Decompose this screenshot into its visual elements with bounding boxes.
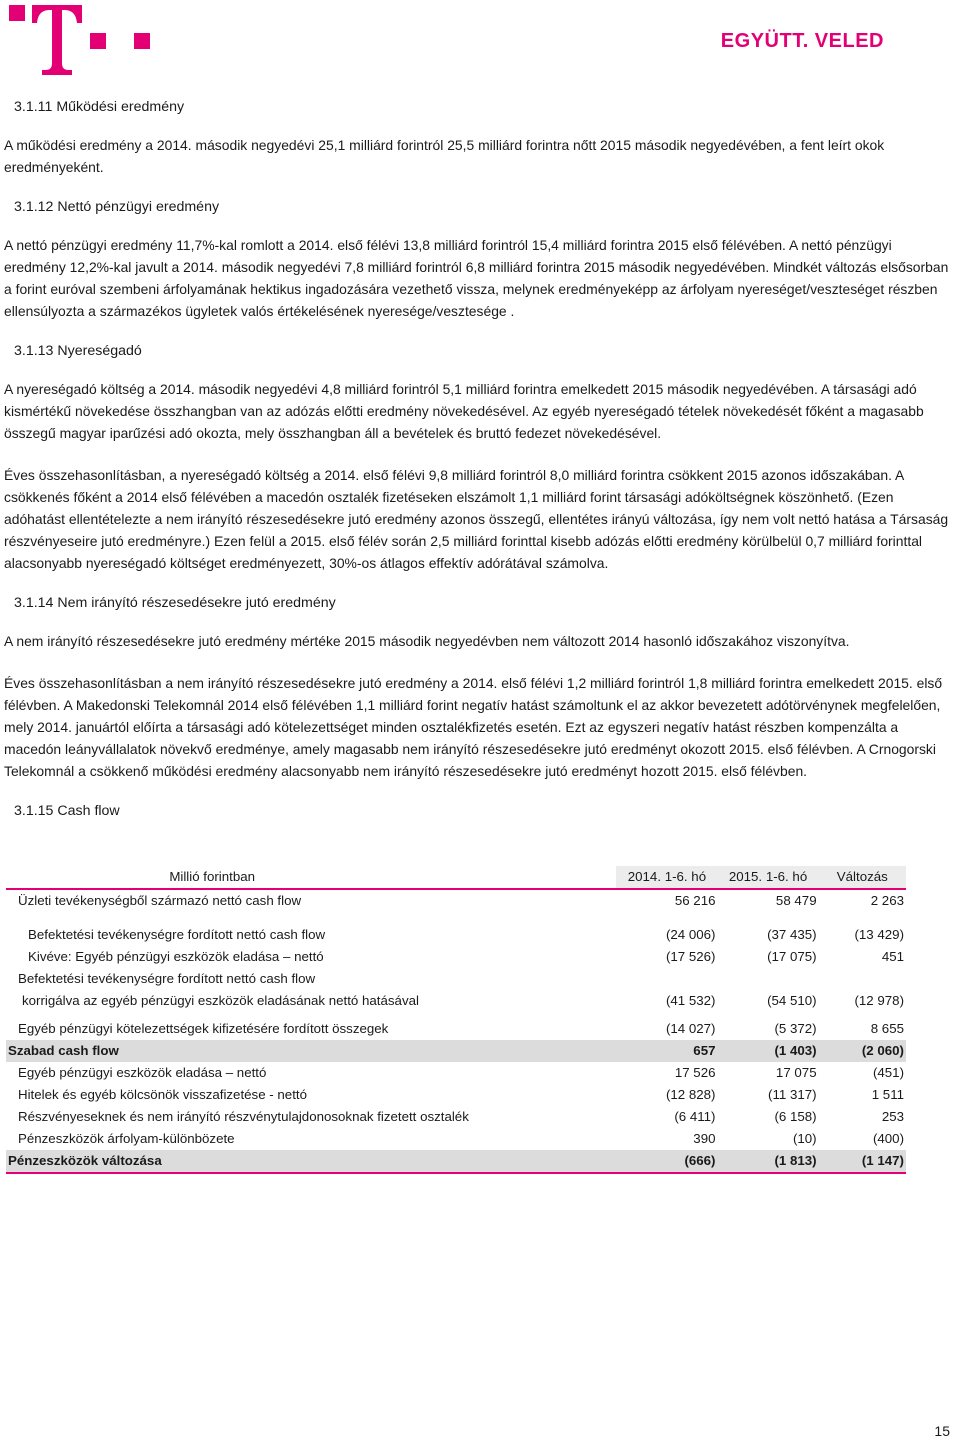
table-row: Pénzeszközök árfolyam-különbözete 390 (10) (400) (18, 1131, 904, 1146)
table-row: Kivéve: Egyéb pénzügyi eszközök eladása – nettó (17 526) (17 075) 451 (28, 949, 904, 964)
paragraph: A működési eredmény a 2014. második negyedévi 25,1 milliárd forintról 25,5 milliárd forintra nőtt 2015 második negyedévében, a fent leírt okok eredményeként. (4, 137, 885, 175)
paragraph: Éves összehasonlításban, a nyereségadó költség a 2014. első félévi 9,8 milliárd forintról 8,0 milliárd forintra csökkent 2015 azonos időszakában. A csökkenés főként a 2014 első félévében a macedón osztalék fizetéseken elszámolt 1,1 milliárd forint társasági adóköltségnek köszönhető. (Ezen adóhatást ellentételezte a nem irányító részesedésekre jutó eredmény azonos összegű, ellentétes irányú változása, így nem volt nettó hatása a Társaság részvényeseire jutó eredményre.) Ezen felül a 2015. első félév során 2,5 milliárd forinttal kisebb adózás előtti eredmény körülbelül 0,7 milliárd forinttal alacsonyabb nyereségadó költséget eredményezett, 30%-os átlagos effektív adórátával számolva. (4, 467, 949, 571)
table-row: Egyéb pénzügyi kötelezettségek kifizetésére fordított összegek (14 027) (5 372) 8 655 (18, 1021, 904, 1036)
brand-slogan: EGYÜTT. VELED (720, 30, 884, 52)
table-row: Egyéb pénzügyi eszközök eladása – nettó 17 526 17 075 (451) (18, 1065, 904, 1080)
table-row: Befektetési tevékenységre fordított nettó cash flow (18, 971, 316, 986)
cash-flow-table (6, 866, 906, 1174)
header-unit-label: Millió forintban (6, 866, 616, 889)
section-title-3-1-13: 3.1.13 Nyereségadó (14, 343, 142, 359)
table-row-free-cash-flow: Szabad cash flow 657 (1 403) (2 060) (6, 1040, 906, 1062)
header-col-2014: 2014. 1-6. hó (616, 866, 717, 889)
table-spacer-row (6, 912, 906, 924)
paragraph: Éves összehasonlításban a nem irányító részesedésekre jutó eredmény a 2014. első félévi 1,2 milliárd forintról 1,8 milliárd forintra emelkedett 2015. első félévben. A Makedonski Telekomnál 2014 első félévében 1,1 milliárd forint negatív hatást számoltunk el az akkor bevezetett adótörvénynek megfelelően, mely 2014. januártól előírta a társasági adó kötelezettséget minden osztalékfizetés esetén. Ezt az egyszeri negatív hatást részben kompenzálta a macedón leányvállalatok növekvő eredménye, amely magasabb nem irányító részesedésekre jutó eredményt okozott 2015. első félévben. A Crnogorski Telekomnál a csökkenő működési eredmény alacsonyabb nem irányító részesedésekre jutó eredményt hozott 2015. első félévben. (4, 675, 943, 779)
paragraph: A nem irányító részesedésekre jutó eredmény mértéke 2015 második negyedévben nem változott 2014 hasonló időszakához viszonyítva. (4, 633, 850, 649)
section-title-3-1-12: 3.1.12 Nettó pénzügyi eredmény (14, 199, 220, 215)
page-number: 15 (934, 1423, 950, 1439)
table-row: Üzleti tevékenységből származó nettó cash flow 56 216 58 479 2 263 (18, 893, 904, 908)
table-row-cash-change: Pénzeszközök változása (666) (1 813) (1 147) (6, 1150, 906, 1173)
section-title-3-1-14: 3.1.14 Nem irányító részesedésekre jutó eredmény (14, 595, 336, 611)
header-col-2015: 2015. 1-6. hó (717, 866, 818, 889)
table-row: Részvényeseknek és nem irányító részvénytulajdonosoknak fizetett osztalék (6 411) (6 158) 253 (18, 1109, 904, 1124)
section-title-3-1-11: 3.1.11 Működési eredmény (14, 99, 185, 115)
table-row: Befektetési tevékenységre fordított nettó cash flow (24 006) (37 435) (13 429) (28, 927, 904, 942)
section-title-3-1-15: 3.1.15 Cash flow (14, 803, 120, 819)
header-col-change: Változás (819, 866, 906, 889)
table-row: korrigálva az egyéb pénzügyi eszközök eladásának nettó hatásával (41 532) (54 510) (12 978) (22, 993, 904, 1008)
document-body (4, 96, 954, 822)
paragraph: A nyereségadó költség a 2014. második negyedévi 4,8 milliárd forintról 5,1 milliárd forintra emelkedett 2015 második negyedévében. A társasági adó kismértékű növekedése összhangban van az adózás előtti eredmény növekedésével. Az egyéb nyereségadó tételek növekedését főként a magasabb összegű magyar iparűzési adó okozta, mely összhangban áll a bevételek és bruttó fedezet növekedésével. (4, 381, 924, 441)
telekom-logo (6, 0, 156, 76)
table-header-row (6, 866, 906, 889)
table-row: Hitelek és egyéb kölcsönök visszafizetése - nettó (12 828) (11 317) 1 511 (18, 1087, 904, 1102)
paragraph: A nettó pénzügyi eredmény 11,7%-kal romlott a 2014. első félévi 13,8 milliárd forintról 15,4 milliárd forintra 2015 első félévében. A nettó pénzügyi eredmény 12,2%-kal javult a 2014. második negyedévi 7,8 milliárd forintról 6,8 milliárd forintra 2015 második negyedévében. Mindkét változás elsősorban a forint euróval szembeni árfolyamának hektikus ingadozására vezethető vissza, melynek eredményeképp az árfolyam nyereséget/veszteséget részben ellensúlyozta a származékos ügyletek valós értékelésének nyeresége/vesztesége . (4, 237, 949, 319)
